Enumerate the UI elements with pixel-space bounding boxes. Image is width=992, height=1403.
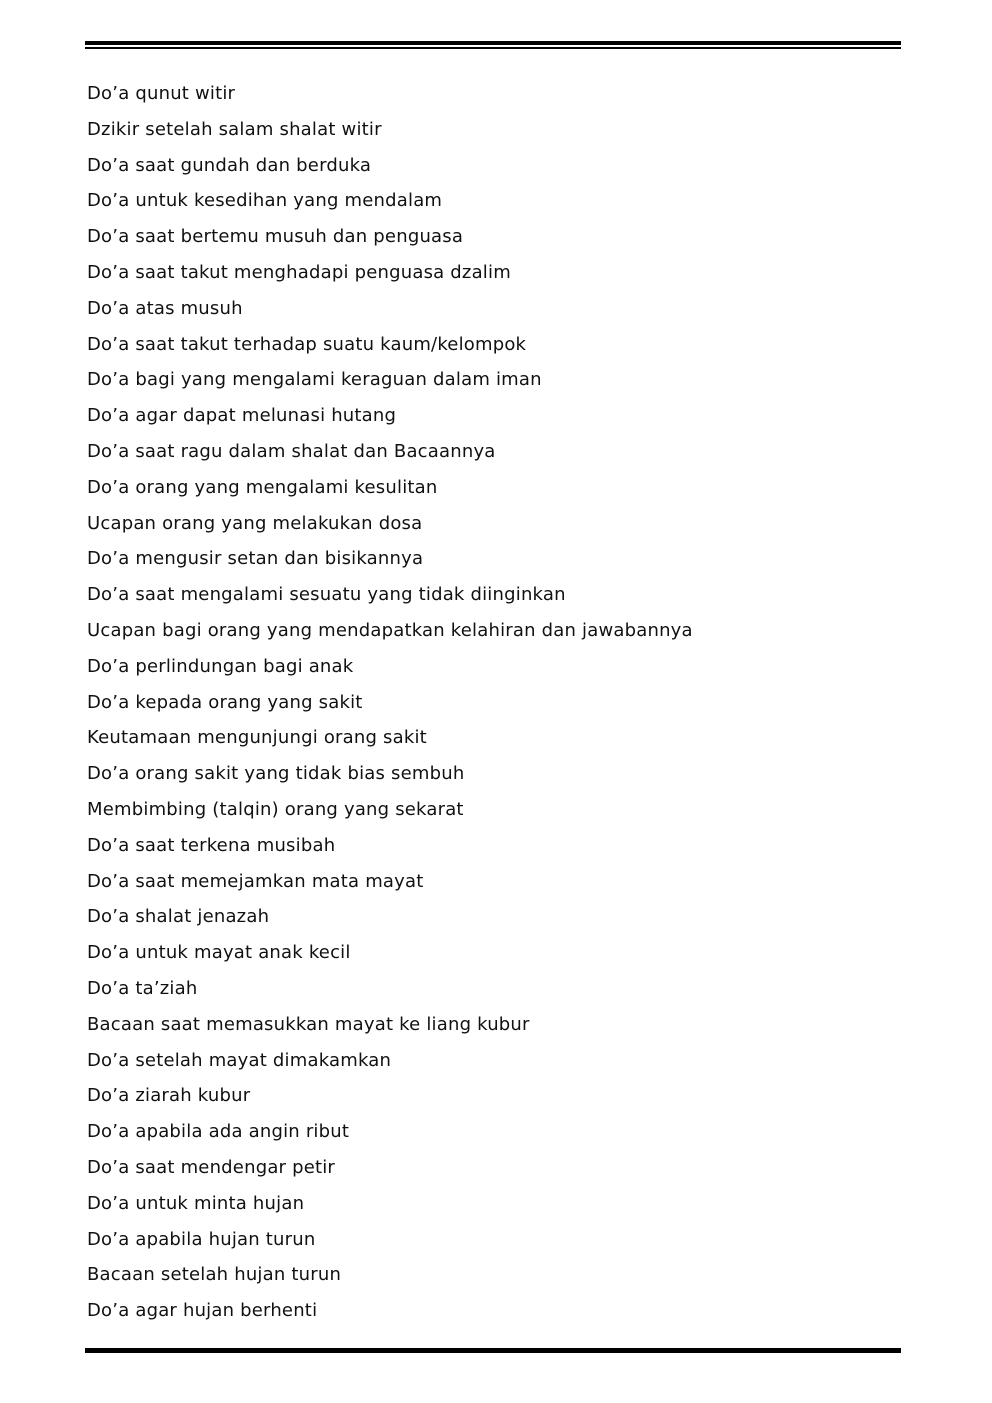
list-item: Do’a untuk minta hujan	[87, 1192, 305, 1214]
list-item: Do’a saat gundah dan berduka	[87, 154, 372, 176]
list-item: Do’a saat memejamkan mata mayat	[87, 870, 424, 892]
list-item: Do’a bagi yang mengalami keraguan dalam iman	[87, 369, 542, 391]
list-item: Bacaan saat memasukkan mayat ke liang kubur	[87, 1013, 530, 1035]
list-item: Do’a saat ragu dalam shalat dan Bacaannya	[87, 440, 496, 462]
list-item: Do’a shalat jenazah	[87, 906, 270, 928]
list-item: Do’a setelah mayat dimakamkan	[87, 1049, 392, 1071]
list-item: Do’a kepada orang yang sakit	[87, 691, 363, 713]
top-rule-thick-line	[85, 41, 901, 45]
top-rule	[85, 41, 901, 49]
list-item: Dzikir setelah salam shalat witir	[87, 118, 382, 140]
prayer-list	[87, 76, 887, 1329]
list-item: Do’a qunut witir	[87, 83, 236, 104]
list-item: Bacaan setelah hujan turun	[87, 1264, 342, 1286]
list-item: Do’a orang sakit yang tidak bias sembuh	[87, 763, 465, 785]
list-item: Ucapan orang yang melakukan dosa	[87, 512, 423, 534]
list-item: Do’a ziarah kubur	[87, 1085, 251, 1107]
list-item: Do’a mengusir setan dan bisikannya	[87, 548, 424, 570]
list-item: Ucapan bagi orang yang mendapatkan kelahiran dan jawabannya	[87, 619, 693, 641]
list-item: Do’a orang yang mengalami kesulitan	[87, 476, 438, 498]
list-item: Do’a apabila hujan turun	[87, 1228, 316, 1250]
list-item: Do’a saat takut terhadap suatu kaum/kelompok	[87, 333, 527, 355]
list-item: Do’a untuk mayat anak kecil	[87, 942, 351, 964]
top-rule-thin-line	[85, 47, 901, 49]
list-item: Membimbing (talqin) orang yang sekarat	[87, 798, 464, 820]
bottom-rule	[85, 1348, 901, 1353]
list-item: Do’a atas musuh	[87, 297, 243, 319]
list-item: Do’a saat bertemu musuh dan penguasa	[87, 226, 464, 248]
list-item: Do’a saat takut menghadapi penguasa dzalim	[87, 261, 511, 283]
list-item: Do’a agar dapat melunasi hutang	[87, 405, 397, 427]
list-item: Do’a ta’ziah	[87, 977, 198, 999]
list-item: Do’a saat mendengar petir	[87, 1156, 336, 1178]
list-item: Do’a agar hujan berhenti	[87, 1300, 318, 1322]
list-item: Do’a untuk kesedihan yang mendalam	[87, 190, 443, 212]
list-item: Keutamaan mengunjungi orang sakit	[87, 727, 427, 749]
list-item: Do’a perlindungan bagi anak	[87, 655, 354, 677]
list-item: Do’a saat mengalami sesuatu yang tidak diinginkan	[87, 584, 566, 606]
list-item: Do’a apabila ada angin ribut	[87, 1121, 350, 1143]
list-item: Do’a saat terkena musibah	[87, 834, 336, 856]
